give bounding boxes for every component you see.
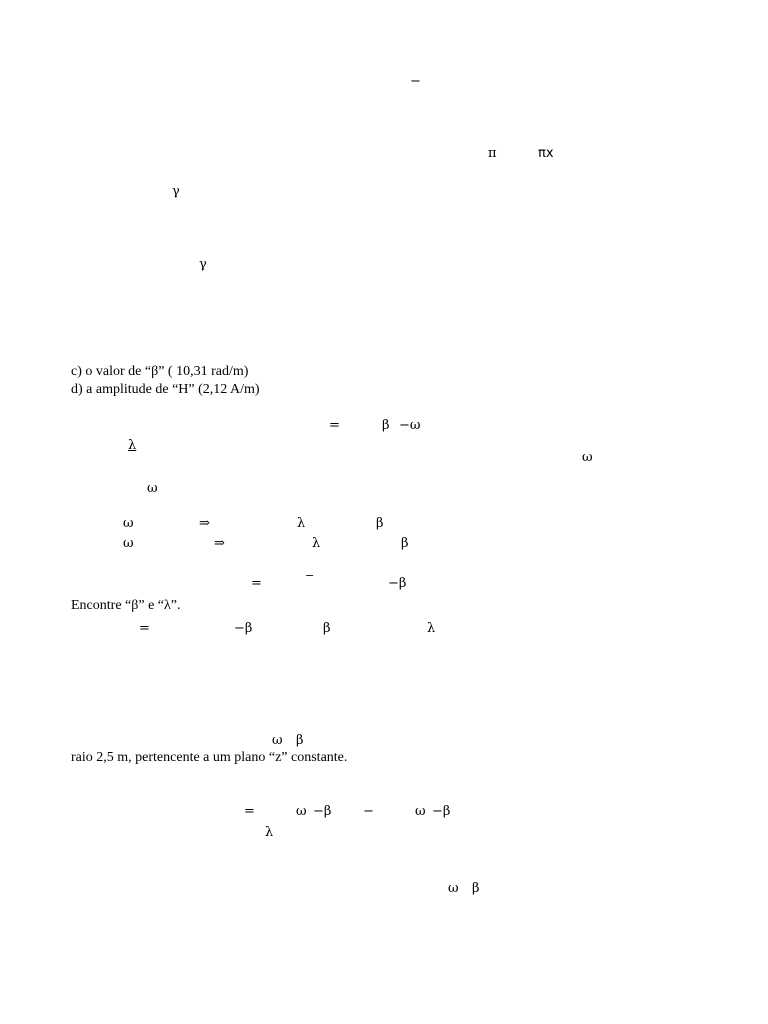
implies-arrow: ⇒ bbox=[199, 516, 210, 531]
omega-symbol: ω bbox=[123, 516, 134, 531]
minus-sign: − bbox=[410, 74, 421, 89]
beta-symbol: β bbox=[401, 536, 409, 551]
item-d-text: d) a amplitude de “H” (2,12 A/m) bbox=[71, 382, 260, 397]
omega-symbol: ω bbox=[415, 804, 426, 819]
lambda-symbol: λ bbox=[427, 621, 436, 636]
beta-symbol: β bbox=[296, 733, 304, 748]
gamma-symbol: γ bbox=[172, 184, 180, 199]
implies-arrow: ⇒ bbox=[214, 536, 225, 551]
equals-sign: = bbox=[244, 804, 255, 819]
encontre-text: Encontre “β” e “λ”. bbox=[71, 598, 181, 613]
omega-symbol: ω bbox=[582, 450, 593, 465]
minus-beta-symbol: −β bbox=[432, 804, 451, 819]
minus-beta-symbol: −β bbox=[313, 804, 332, 819]
omega-symbol: ω bbox=[123, 536, 134, 551]
pi-x-symbol: πx bbox=[538, 146, 554, 161]
pi-symbol: π bbox=[488, 146, 497, 161]
omega-symbol: ω bbox=[272, 733, 283, 748]
omega-symbol: ω bbox=[296, 804, 307, 819]
minus-beta-symbol: −β bbox=[388, 576, 407, 591]
beta-symbol: β bbox=[323, 621, 331, 636]
minus-sign: − bbox=[363, 804, 374, 819]
omega-symbol: ω bbox=[147, 481, 158, 496]
minus-beta-symbol: −β bbox=[234, 621, 253, 636]
omega-symbol: ω bbox=[448, 881, 459, 896]
raio-text: raio 2,5 m, pertencente a um plano “z” constante. bbox=[71, 750, 348, 765]
equals-sign: = bbox=[139, 621, 150, 636]
item-c-text: c) o valor de “β” ( 10,31 rad/m) bbox=[71, 364, 249, 379]
minus-omega-symbol: −ω bbox=[399, 418, 421, 433]
lambda-symbol: λ bbox=[128, 438, 137, 453]
equals-sign: = bbox=[329, 418, 340, 433]
lambda-symbol: λ bbox=[297, 516, 306, 531]
gamma-symbol: γ bbox=[199, 257, 207, 272]
equals-sign: = bbox=[251, 576, 262, 591]
lambda-symbol: λ bbox=[265, 825, 274, 840]
macron-mark: − bbox=[305, 569, 315, 582]
beta-symbol: β bbox=[472, 881, 480, 896]
beta-symbol: β bbox=[376, 516, 384, 531]
beta-symbol: β bbox=[382, 418, 390, 433]
lambda-symbol: λ bbox=[312, 536, 321, 551]
